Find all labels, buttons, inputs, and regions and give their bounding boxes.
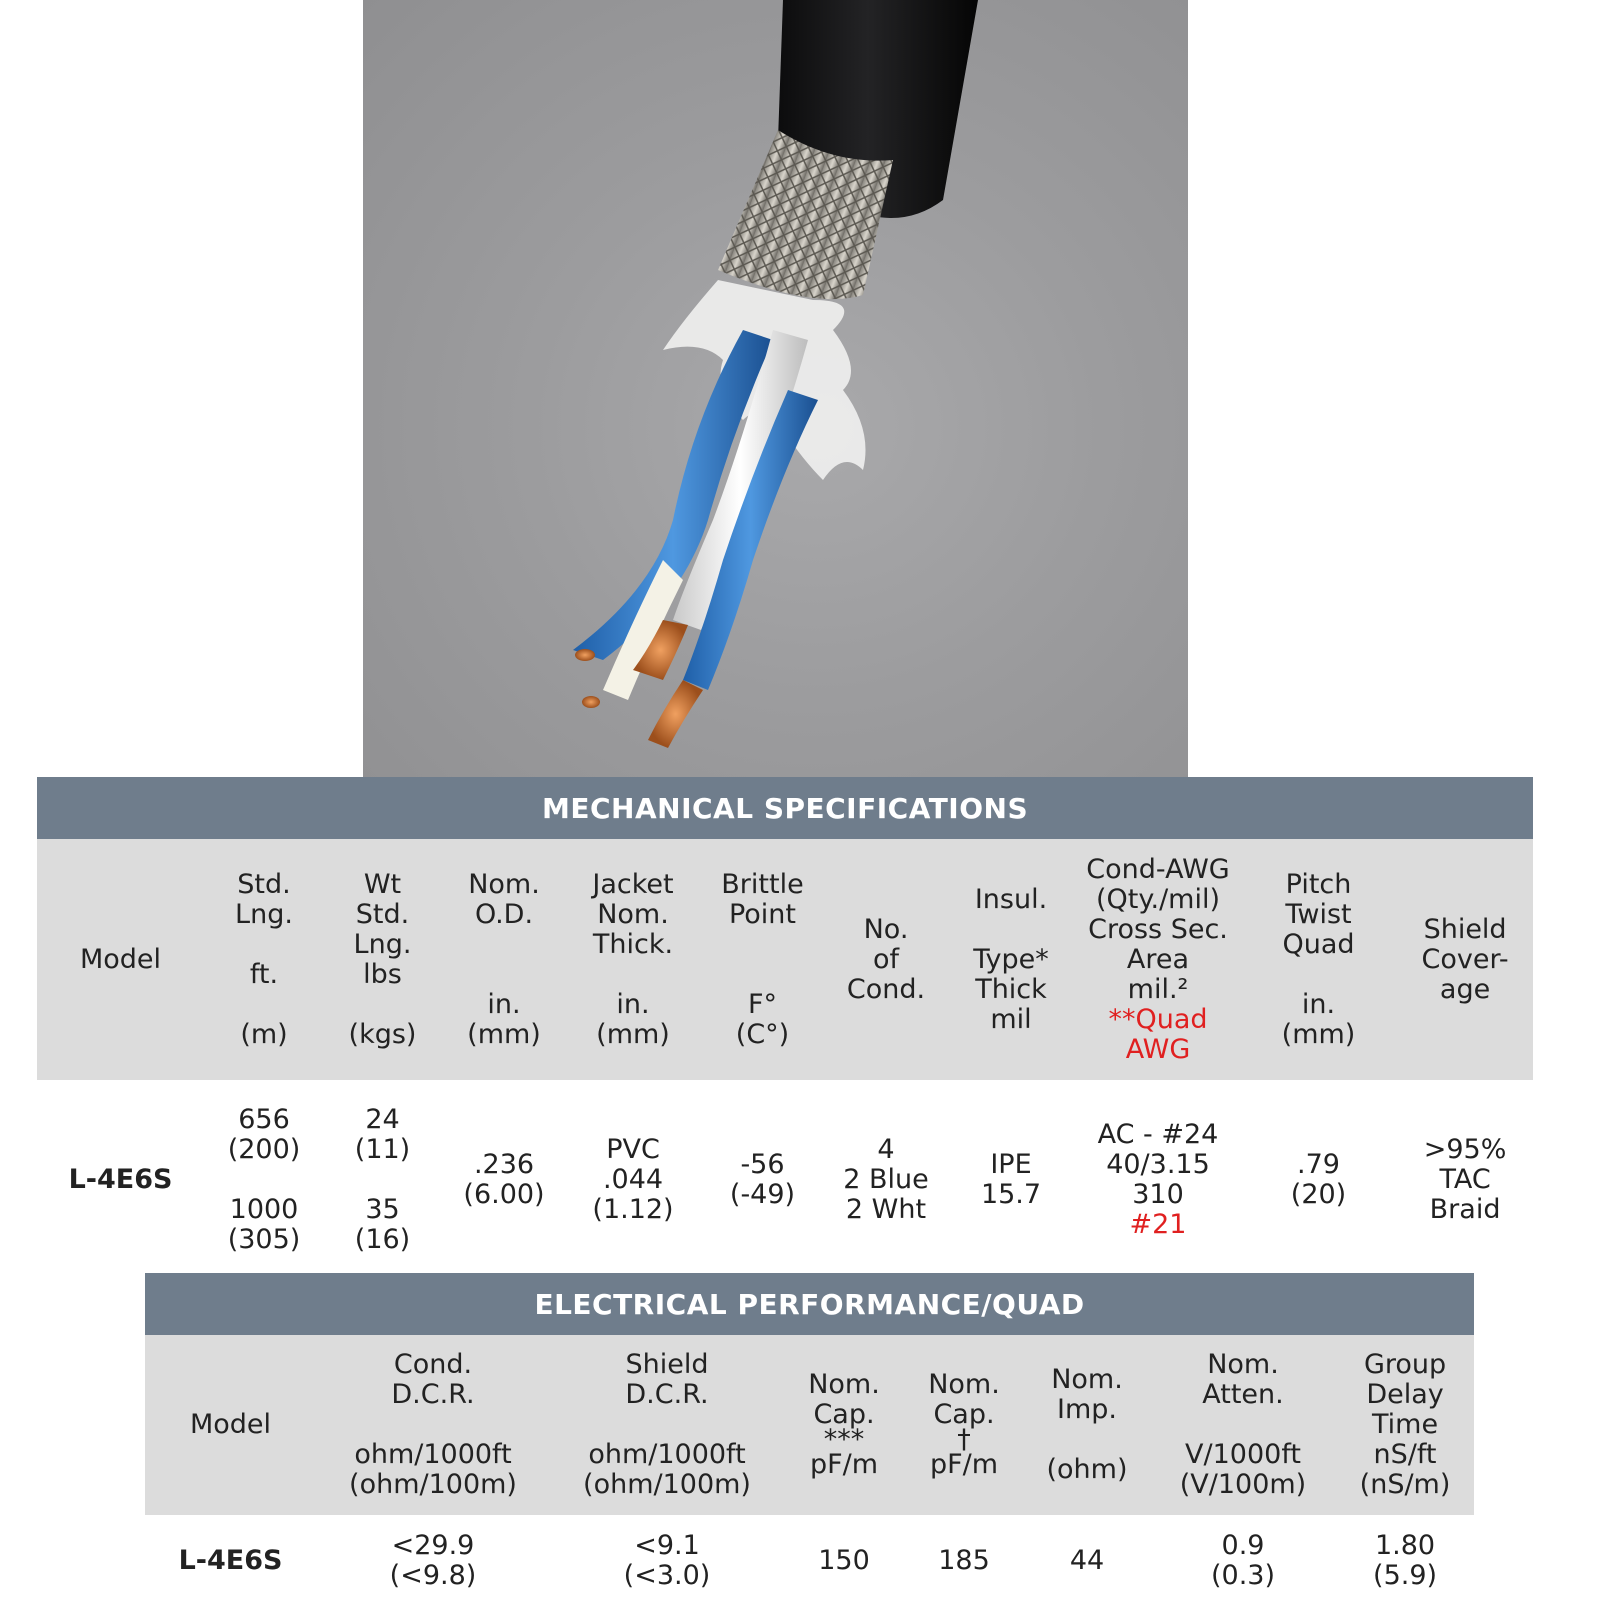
model-value: L-4E6S	[37, 1080, 204, 1279]
table-row	[145, 1515, 1474, 1607]
table-row	[37, 1080, 1533, 1279]
nom-atten-value: 0.9 (0.3)	[1150, 1515, 1336, 1607]
header-cond-dcr: Cond. D.C.R. ohm/1000ft (ohm/100m)	[316, 1335, 550, 1515]
mechanical-spec-table	[37, 777, 1533, 1279]
electrical-header-row	[145, 1335, 1474, 1515]
mechanical-title-bar	[37, 777, 1533, 839]
header-insulation: Insul. Type* Thick mil	[946, 839, 1076, 1080]
header-std-length: Std. Lng. ft. (m)	[204, 839, 324, 1080]
header-nom-cap-1: Nom. Cap. *** pF/m	[784, 1335, 904, 1515]
std-length-value: 656 (200) 1000 (305)	[204, 1080, 324, 1279]
mechanical-title: MECHANICAL SPECIFICATIONS	[37, 777, 1533, 839]
cable-photo	[363, 0, 1188, 777]
header-pitch: Pitch Twist Quad in. (mm)	[1240, 839, 1397, 1080]
insulation-value: IPE 15.7	[946, 1080, 1076, 1279]
jacket-value: PVC .044 (1.12)	[567, 1080, 699, 1279]
header-od: Nom. O.D. in. (mm)	[441, 839, 567, 1080]
electrical-performance-table	[145, 1273, 1474, 1607]
header-model: Model	[37, 839, 204, 1080]
header-brittle-point: Brittle Point F° (C°)	[699, 839, 826, 1080]
nom-imp-value: 44	[1024, 1515, 1150, 1607]
header-nom-cap-2: Nom. Cap. † pF/m	[904, 1335, 1024, 1515]
header-shield-dcr: Shield D.C.R. ohm/1000ft (ohm/100m)	[550, 1335, 784, 1515]
header-jacket: Jacket Nom. Thick. in. (mm)	[567, 839, 699, 1080]
cond-awg-value: AC - #24 40/3.15 310 #21	[1076, 1080, 1240, 1279]
header-weight: Wt Std. Lng. lbs (kgs)	[324, 839, 441, 1080]
brittle-point-value: -56 (-49)	[699, 1080, 826, 1279]
conductors-value: 4 2 Blue 2 Wht	[826, 1080, 946, 1279]
header-shield: Shield Cover- age	[1397, 839, 1533, 1080]
header-group-delay: Group Delay Time nS/ft (nS/m)	[1336, 1335, 1474, 1515]
cond-dcr-value: <29.9 (<9.8)	[316, 1515, 550, 1607]
model-value: L-4E6S	[145, 1515, 316, 1607]
od-value: .236 (6.00)	[441, 1080, 567, 1279]
shield-value: >95% TAC Braid	[1397, 1080, 1533, 1279]
shield-dcr-value: <9.1 (<3.0)	[550, 1515, 784, 1607]
group-delay-value: 1.80 (5.9)	[1336, 1515, 1474, 1607]
mechanical-header-row	[37, 839, 1533, 1080]
header-model: Model	[145, 1335, 316, 1515]
weight-value: 24 (11) 35 (16)	[324, 1080, 441, 1279]
header-cond-awg: Cond-AWG (Qty./mil) Cross Sec. Area mil.² **Quad AWG	[1076, 839, 1240, 1080]
electrical-title: ELECTRICAL PERFORMANCE/QUAD	[145, 1273, 1474, 1335]
cable-illustration	[363, 0, 1188, 777]
quad-awg-value: #21	[1129, 1208, 1187, 1240]
header-nom-imp: Nom. Imp. (ohm)	[1024, 1335, 1150, 1515]
quad-awg-note: **Quad	[1108, 1003, 1208, 1035]
pitch-value: .79 (20)	[1240, 1080, 1397, 1279]
nom-cap-1-value: 150	[784, 1515, 904, 1607]
electrical-title-bar	[145, 1273, 1474, 1335]
nom-cap-2-value: 185	[904, 1515, 1024, 1607]
header-conductors: No. of Cond.	[826, 839, 946, 1080]
header-nom-atten: Nom. Atten. V/1000ft (V/100m)	[1150, 1335, 1336, 1515]
